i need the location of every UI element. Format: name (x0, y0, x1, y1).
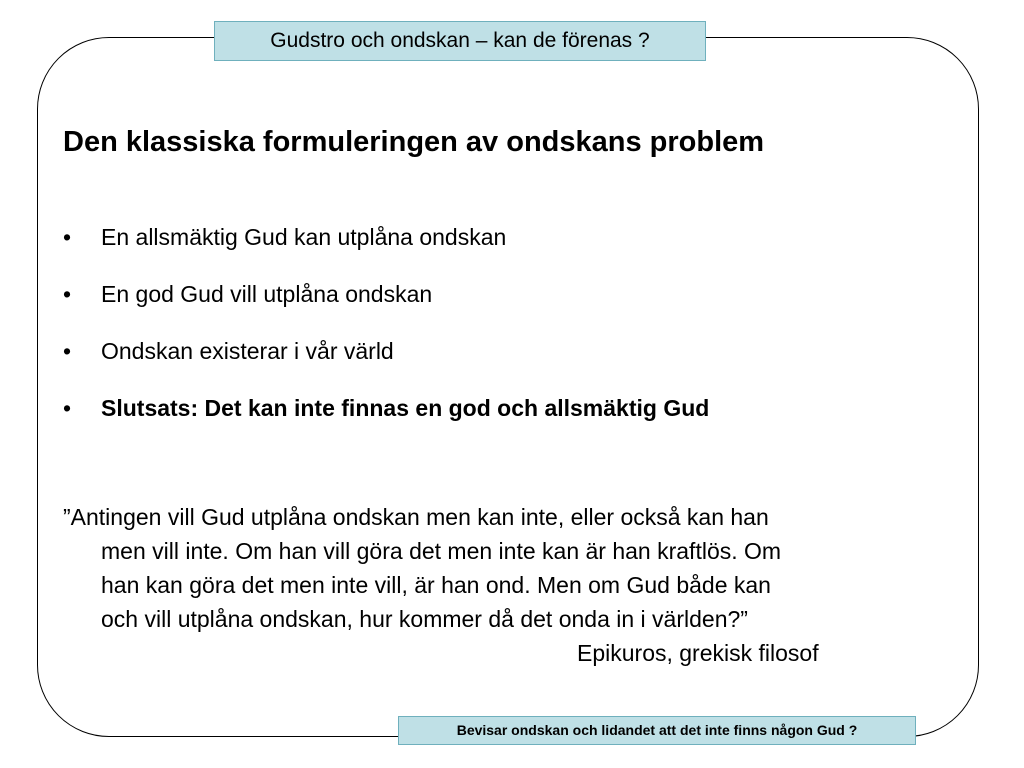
quote-attribution: Epikuros, grekisk filosof (577, 640, 819, 666)
quote-line: ”Antingen vill Gud utplåna ondskan men kan inte, eller också kan han (63, 504, 769, 530)
quote-line: och vill utplåna ondskan, hur kommer då det onda in i världen?” (101, 606, 748, 632)
epicurus-quote (63, 500, 953, 636)
bullet-marker: • (63, 281, 72, 307)
quote-line: han kan göra det men inte vill, är han ond. Men om Gud både kan (101, 572, 771, 598)
bullet-text: Ondskan existerar i vår värld (101, 338, 394, 364)
bullet-text: En god Gud vill utplåna ondskan (101, 281, 433, 307)
slide-heading: Den klassiska formuleringen av ondskans problem (63, 126, 765, 158)
conclusion-text: Slutsats: Det kan inte finnas en god och allsmäktig Gud (101, 395, 710, 421)
bullet-marker: • (63, 395, 72, 421)
bullet-marker: • (63, 338, 72, 364)
slide-footer-label: Bevisar ondskan och lidandet att det inte finns någon Gud ? (398, 716, 916, 745)
bullet-marker: • (63, 224, 72, 250)
slide-title-label: Gudstro och ondskan – kan de förenas ? (214, 21, 706, 61)
bullet-text: En allsmäktig Gud kan utplåna ondskan (101, 224, 507, 250)
quote-line: men vill inte. Om han vill göra det men inte kan är han kraftlös. Om (101, 538, 782, 564)
